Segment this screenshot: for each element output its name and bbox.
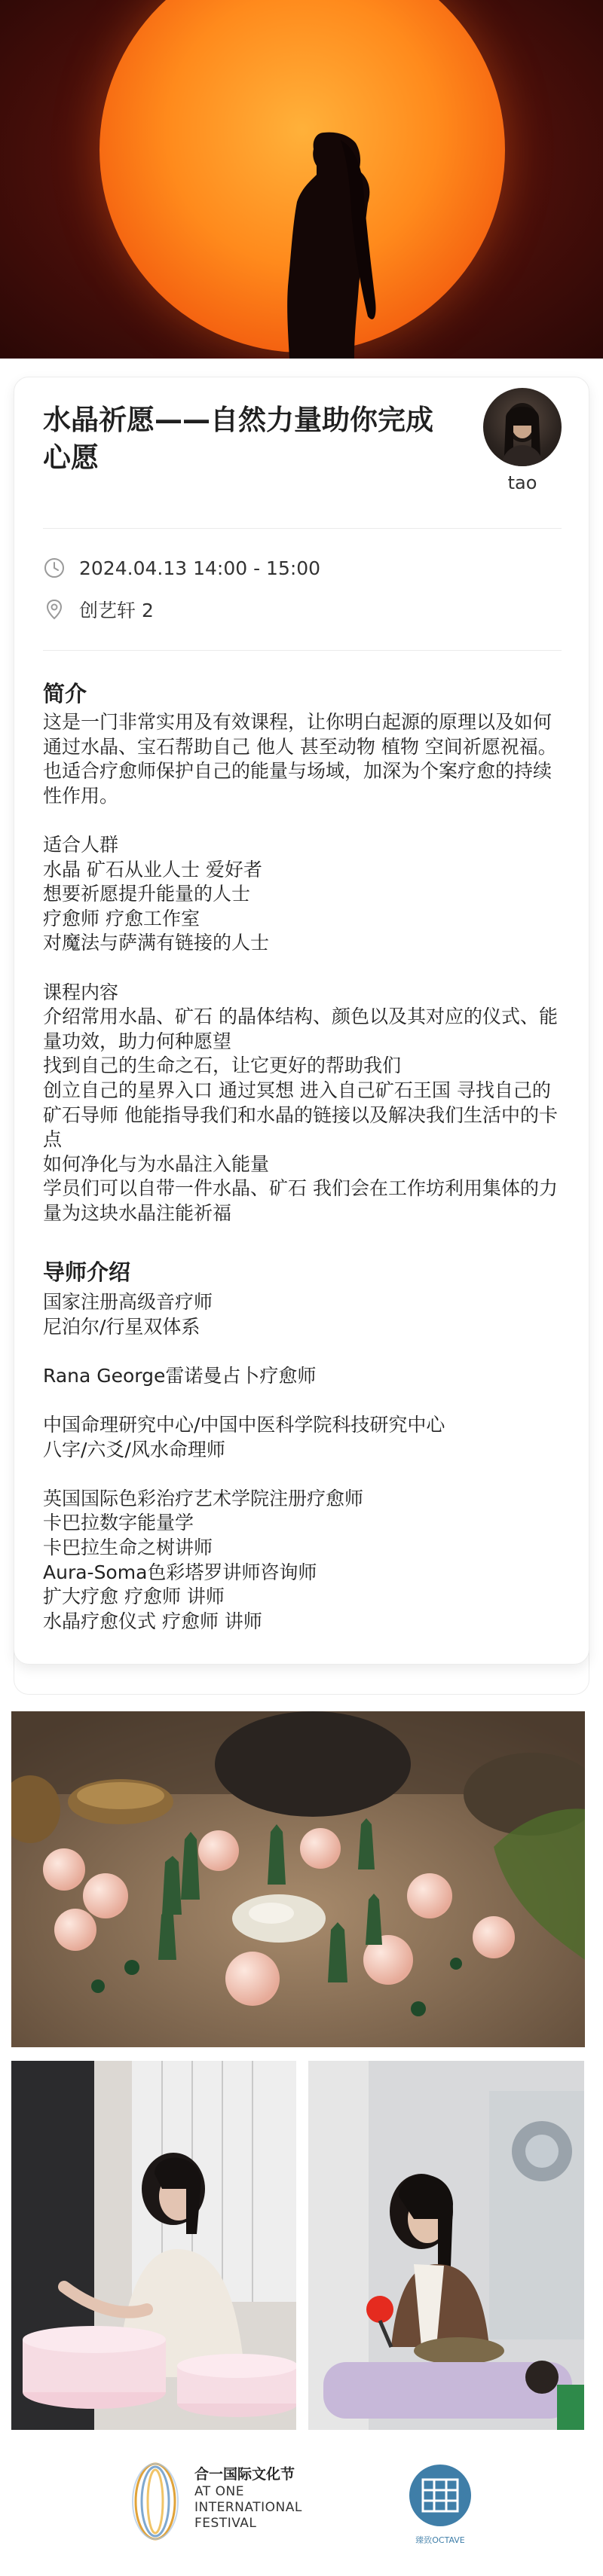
mentor-body: 国家注册高级音疗师 尼泊尔/行星双体系 Rana George雷诺曼占卜疗愈师 中国命理研究中心/中国中医科学院科技研究中心 八字/六爻/风水命理师 英国国际色彩治疗艺术学院注册疗愈师 卡巴拉数字能量学 卡巴拉生命之树讲师 Aura-Soma色彩塔罗讲师咨询师 扩大疗愈 疗愈师 讲师 水晶疗愈仪式 疗愈师 讲师 xyxy=(43,1291,445,1632)
singing-bowls-photo xyxy=(11,2061,296,2430)
festival-name-en: AT ONE INTERNATIONAL FESTIVAL xyxy=(194,2484,302,2531)
octave-logo-icon xyxy=(408,2463,473,2528)
location-pin-icon xyxy=(43,598,66,621)
intro-heading: 简介 xyxy=(43,681,87,707)
location-row xyxy=(43,596,154,623)
event-location: 创艺轩 2 xyxy=(79,600,154,621)
event-card xyxy=(14,377,589,1665)
at-one-festival-logo-icon xyxy=(128,2460,182,2543)
sound-healing-session-illustration xyxy=(308,2061,584,2430)
sound-bath-photo xyxy=(308,2061,584,2430)
divider xyxy=(43,528,562,529)
event-datetime: 2024.04.13 14:00 - 15:00 xyxy=(79,557,321,579)
clock-icon xyxy=(43,557,66,579)
event-title: 水晶祈愿——自然力量助你完成心愿 xyxy=(43,404,433,474)
festival-name-cn: 合一国际文化节 xyxy=(194,2466,295,2483)
woman-silhouette xyxy=(0,0,603,359)
mentor-heading: 导师介绍 xyxy=(43,1259,131,1285)
intro-body: 这是一门非常实用及有效课程，让你明白起源的原理以及如何通过水晶、宝石帮助自己 他人 甚至动物 植物 空间祈愿祝福。也适合疗愈师保护自己的能量与场域，加深为个案疗愈的持续性作用。 适合人群 水晶 矿石从业人士 爱好者 想要祈愿提升能量的人士 疗愈师 疗愈工作室 对魔法与萨满有链接的人士 课程内容 介绍常用水晶、矿石 的晶体结构、颜色以及其对应的仪式、能量功效，助力何种愿望 找到自己的生命之石，让它更好的帮助我们 创立自己的星界入口 通过冥想 进入自己矿石王国 寻找自己的矿石导师 他能指导我们和水晶的链接以及解决我们生活中的卡点 如何净化与为水晶注入能量 学员们可以自带一件水晶、矿石 我们会在工作坊利用集体的力量为这块水晶注能祈福 xyxy=(43,711,558,1224)
woman-with-singing-bowls-illustration xyxy=(11,2061,296,2430)
datetime-row xyxy=(43,557,320,579)
host-avatar[interactable] xyxy=(483,388,562,466)
footer xyxy=(0,2440,603,2576)
divider xyxy=(43,650,562,651)
octave-logo-label: 臻致OCTAVE xyxy=(415,2535,465,2545)
crystal-grid-illustration xyxy=(11,1711,585,2047)
crystal-grid-photo xyxy=(11,1711,585,2047)
hero-image xyxy=(0,0,603,359)
host-name[interactable]: tao xyxy=(507,472,537,493)
host-portrait xyxy=(483,388,562,466)
